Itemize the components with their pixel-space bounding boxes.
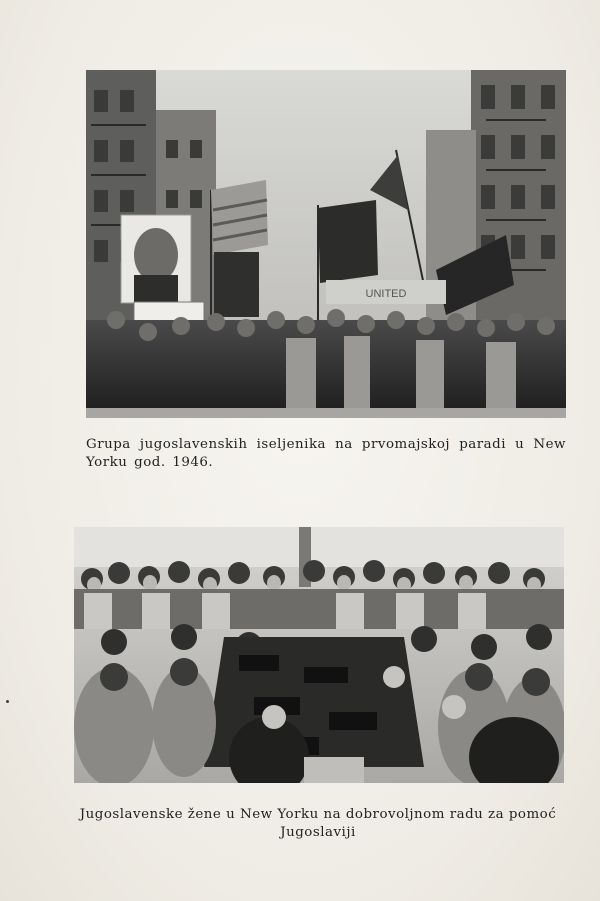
- scan-speck: [6, 700, 9, 703]
- svg-text:UNITED: UNITED: [365, 288, 407, 300]
- parade-photo: [86, 70, 566, 418]
- volunteer-work-photo-caption: Jugoslavenske žene u New Yorku na dobrovoljnom radu za pomoć Jugoslaviji: [79, 807, 557, 840]
- volunteer-work-photo: [74, 527, 564, 783]
- parade-photo-caption: Grupa jugoslavenskih iseljenika na prvomajskoj paradi u New Yorku god. 1946.: [86, 437, 566, 470]
